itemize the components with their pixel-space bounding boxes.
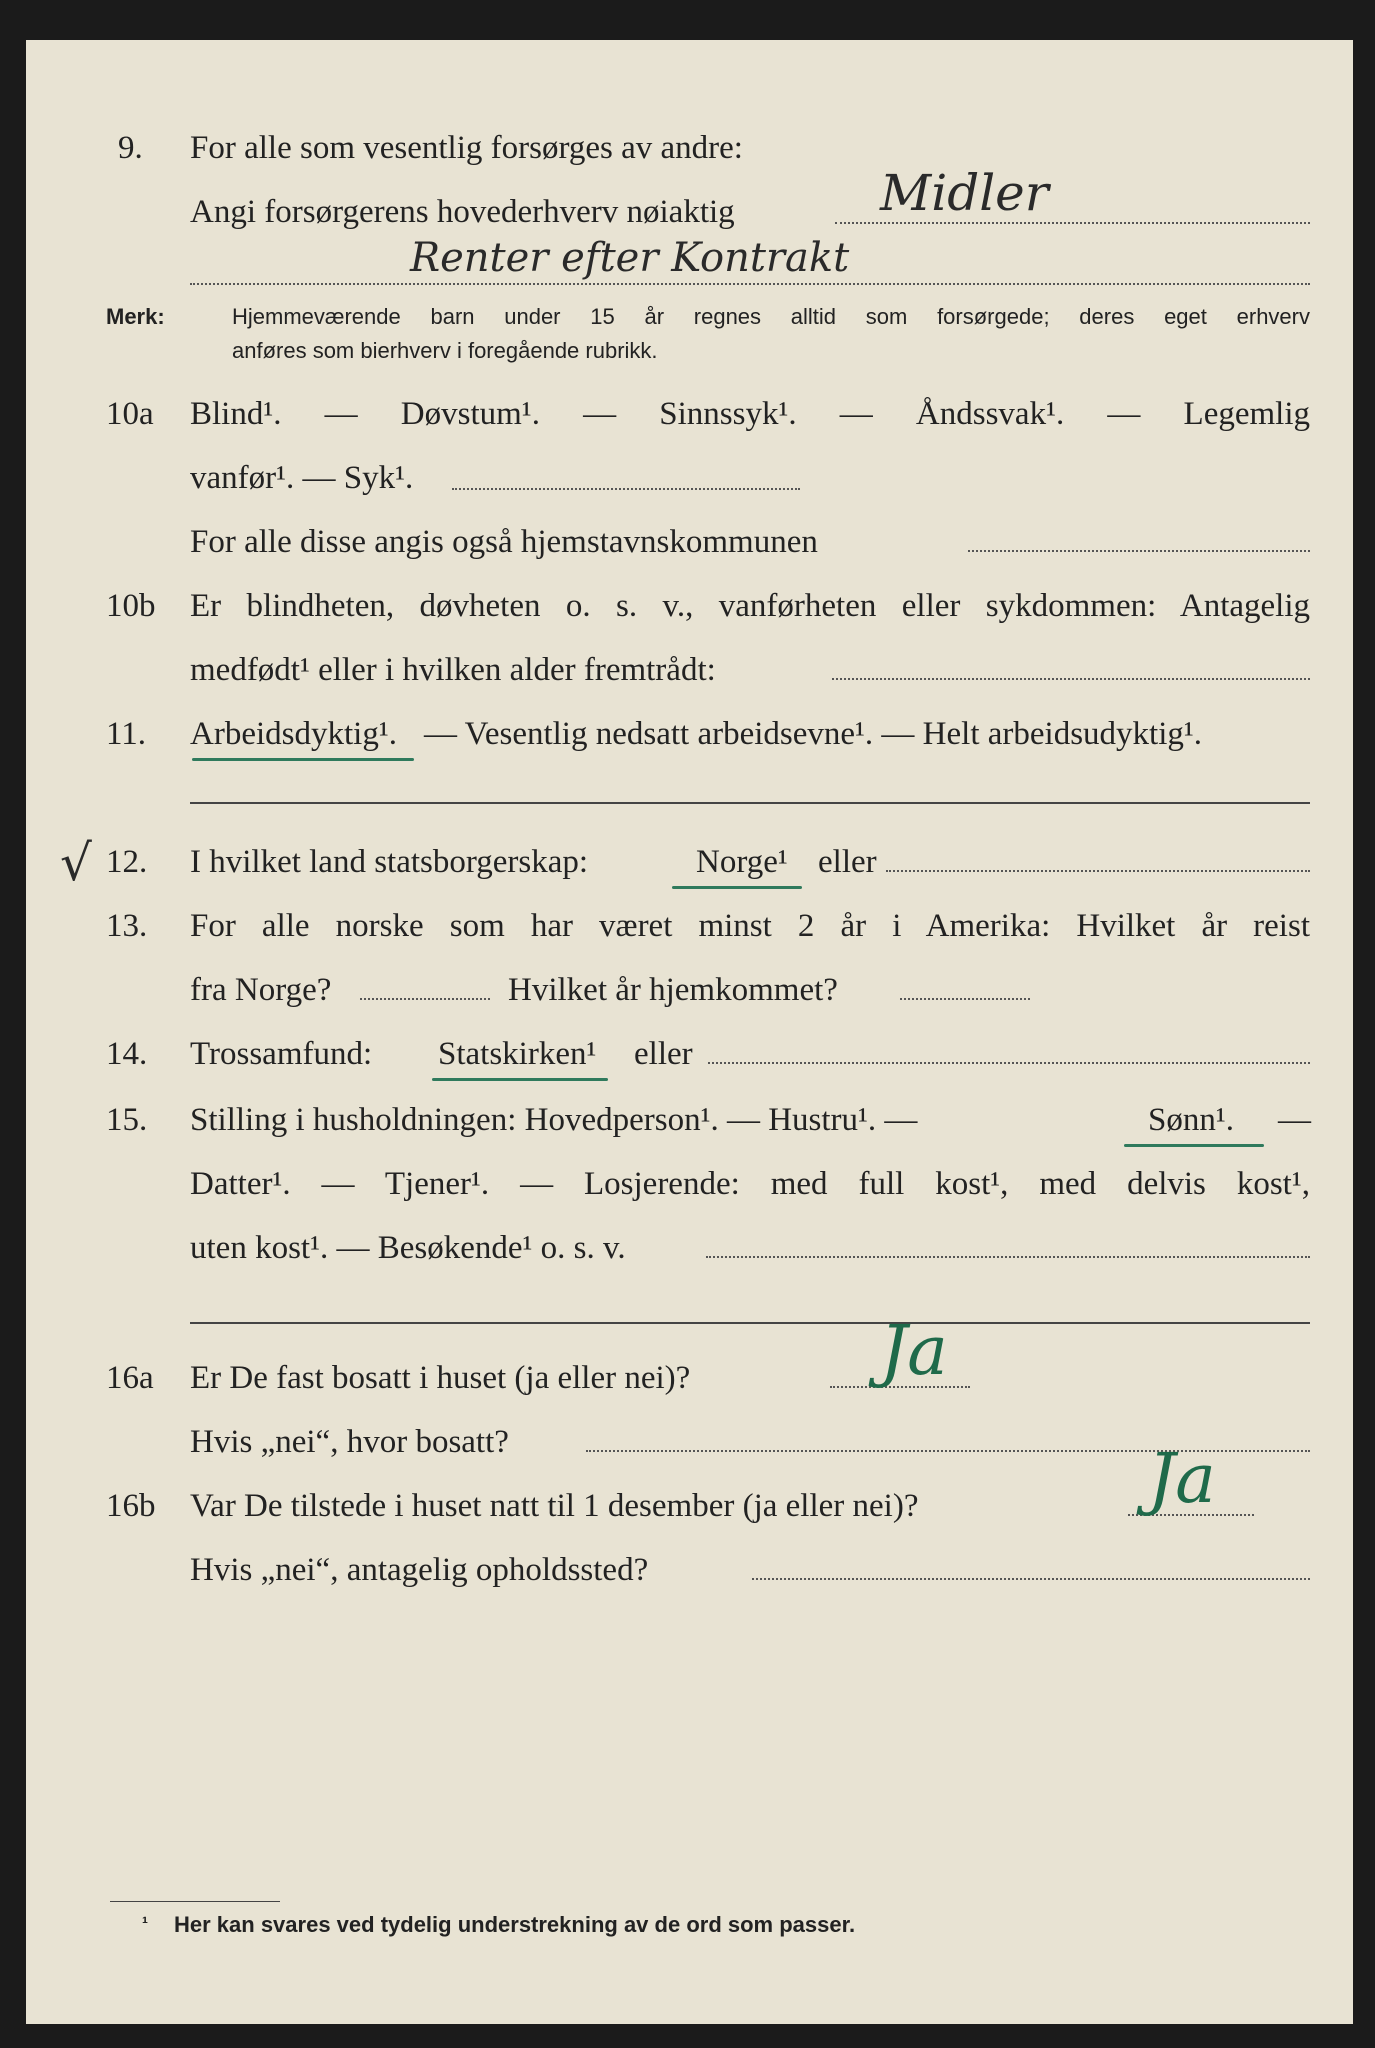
q15-answer-line: [706, 1256, 1310, 1258]
q9-answer-line: [835, 222, 1310, 224]
q11-underlined-option: Arbeidsdyktig¹.: [190, 716, 397, 752]
q16a-line2: Hvis „nei“, hvor bosatt?: [190, 1424, 509, 1460]
footnote-rule: [110, 1901, 280, 1902]
q13-hjemkommet-line: [900, 998, 1030, 1000]
q10a-syk-line: [452, 488, 800, 490]
q15-line1: Stilling i husholdningen: Hovedperson¹. — Hustru¹. —: [190, 1102, 918, 1138]
q14-green-underline: [432, 1078, 608, 1081]
q10a-number: 10a: [106, 396, 154, 432]
q10b-answer-line: [832, 678, 1310, 680]
q9-line2: Angi forsørgerens hovederhverv nøiaktig: [190, 194, 735, 230]
q15-line1-dash: —: [1278, 1102, 1311, 1138]
q13-line2a: fra Norge?: [190, 972, 332, 1008]
q14-underlined-option: Statskirken¹: [438, 1036, 597, 1072]
q13-reist-line: [360, 998, 490, 1000]
check-mark-icon: √: [60, 834, 92, 892]
q10a-kommune-line: [968, 550, 1310, 552]
q14-post: eller: [634, 1036, 693, 1072]
q12-green-underline: [672, 886, 802, 889]
q10a-line1: Blind¹. — Døvstum¹. — Sinnssyk¹. — Åndssvak¹. — Legemlig: [190, 396, 1310, 432]
q16b-handwritten-answer: Ja: [1148, 1440, 1216, 1519]
q12-underlined-option: Norge¹: [696, 844, 788, 880]
q16b-opholdssted-line: [752, 1578, 1310, 1580]
q9-number: 9.: [118, 130, 143, 166]
q14-prompt: Trossamfund:: [190, 1036, 373, 1072]
q16a-handwritten-answer: Ja: [880, 1312, 948, 1391]
footnote-text: Her kan svares ved tydelig understrekning av de ord som passer.: [174, 1912, 856, 1937]
q16a-line1: Er De fast bosatt i huset (ja eller nei)?: [190, 1360, 691, 1396]
q10b-line2: medfødt¹ eller i hvilken alder fremtrådt:: [190, 652, 716, 688]
q15-number: 15.: [106, 1102, 148, 1138]
q14-answer-line: [708, 1062, 1310, 1064]
q13-number: 13.: [106, 908, 148, 944]
q11-answer-rule: [190, 802, 1310, 804]
q9-answer-line2: [190, 283, 1310, 285]
merk-line2: anføres som bierhverv i foregående rubrikk.: [232, 338, 658, 363]
q12-prompt: I hvilket land statsborgerskap:: [190, 844, 589, 880]
q15-line3: uten kost¹. — Besøkende¹ o. s. v.: [190, 1230, 626, 1266]
q9-handwritten-answer1: Midler: [880, 164, 1049, 222]
q9-line1: For alle som vesentlig forsørges av andre:: [190, 130, 743, 166]
q10a-line3: For alle disse angis også hjemstavnskommunen: [190, 524, 818, 560]
q15-answer-rule: [190, 1322, 1310, 1324]
q13-line1: For alle norske som har været minst 2 år i Amerika: Hvilket år reist: [190, 908, 1310, 944]
q13-line2b: Hvilket år hjemkommet?: [508, 972, 838, 1008]
q9-handwritten-answer2: Renter efter Kontrakt: [410, 235, 850, 281]
q16b-number: 16b: [106, 1488, 156, 1524]
q11-green-underline: [192, 758, 414, 761]
q16b-line1: Var De tilstede i huset natt til 1 desember (ja eller nei)?: [190, 1488, 919, 1524]
q16b-line2: Hvis „nei“, antagelig opholdssted?: [190, 1552, 649, 1588]
footnote-mark: ¹: [142, 1913, 148, 1933]
q15-green-underline: [1124, 1144, 1264, 1147]
q14-number: 14.: [106, 1036, 148, 1072]
q10a-line2: vanfør¹. — Syk¹.: [190, 460, 414, 496]
q11-number: 11.: [106, 716, 147, 752]
q10b-number: 10b: [106, 588, 156, 624]
q12-post: eller: [818, 844, 877, 880]
merk-line1: Hjemmeværende barn under 15 år regnes alltid som forsørgede; deres eget erhverv: [232, 304, 1310, 329]
census-form-page: [26, 40, 1353, 2024]
q16a-number: 16a: [106, 1360, 154, 1396]
q10b-line1: Er blindheten, døvheten o. s. v., vanførheten eller sykdommen: Antagelig: [190, 588, 1310, 624]
q11-other-options: — Vesentlig nedsatt arbeidsevne¹. — Helt arbeidsudyktig¹.: [424, 716, 1203, 752]
q12-number: 12.: [106, 844, 148, 880]
q15-line2: Datter¹. — Tjener¹. — Losjerende: med full kost¹, med delvis kost¹,: [190, 1166, 1310, 1202]
merk-label: Merk:: [106, 304, 165, 329]
q12-answer-line: [886, 870, 1310, 872]
q15-underlined-option: Sønn¹.: [1148, 1102, 1234, 1138]
